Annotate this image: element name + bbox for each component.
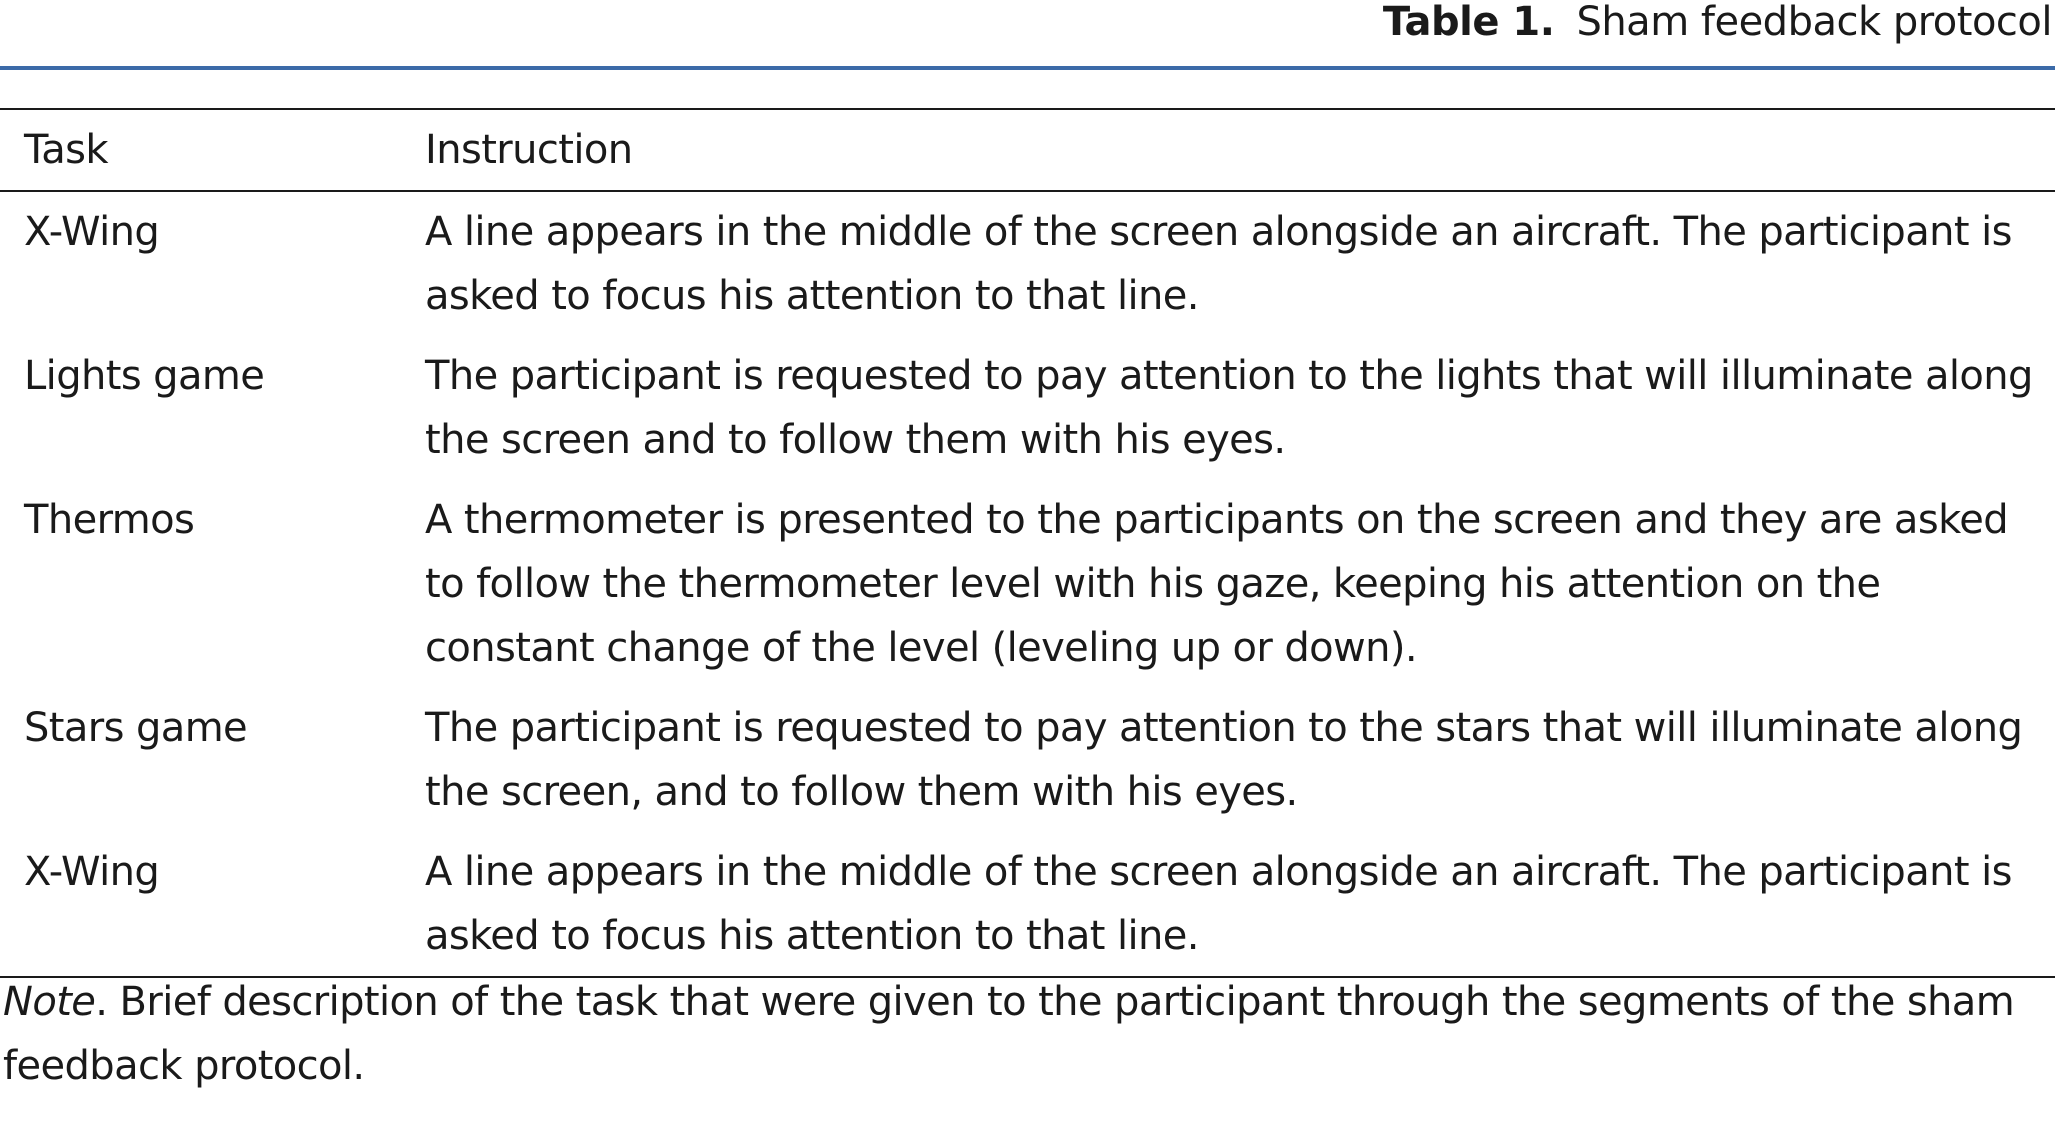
table-row <box>0 336 2055 480</box>
instruction-cell: A line appears in the middle of the screen alongside an aircraft. The participant is asked to focus his attention to that line. <box>425 209 2012 319</box>
table-title: Sham feedback protocol <box>1576 0 2052 45</box>
task-cell: X-Wing <box>24 849 160 895</box>
instruction-cell: The participant is requested to pay attention to the lights that will illuminate along the screen and to follow them with his eyes. <box>425 353 2033 463</box>
header-instruction: Instruction <box>425 127 633 173</box>
note-text: . Brief description of the task that were given to the participant through the segments of the sham feedback protocol. <box>3 979 2015 1089</box>
table-note <box>3 970 2033 1098</box>
table-caption <box>1383 0 2052 44</box>
task-cell: Lights game <box>24 353 265 399</box>
task-cell: X-Wing <box>24 209 160 255</box>
task-cell: Stars game <box>24 705 248 751</box>
table-header-row <box>0 109 2055 191</box>
instruction-cell: The participant is requested to pay attention to the stars that will illuminate along the screen, and to follow them with his eyes. <box>425 705 2023 815</box>
table-row <box>0 688 2055 832</box>
table-row <box>0 480 2055 688</box>
note-label: Note <box>3 979 96 1025</box>
table-number: Table 1. <box>1382 0 1555 45</box>
instruction-cell: A line appears in the middle of the screen alongside an aircraft. The participant is asked to focus his attention to that line. <box>425 849 2012 959</box>
instruction-cell: A thermometer is presented to the participants on the screen and they are asked to follow the thermometer level with his gaze, keeping his attention on the constant change of the level (leveling up or down). <box>425 497 2009 671</box>
header-task: Task <box>24 127 108 173</box>
table-row <box>0 832 2055 977</box>
task-cell: Thermos <box>24 497 195 543</box>
table-row <box>0 191 2055 336</box>
caption-divider <box>0 66 2055 70</box>
sham-feedback-table <box>0 108 2055 978</box>
